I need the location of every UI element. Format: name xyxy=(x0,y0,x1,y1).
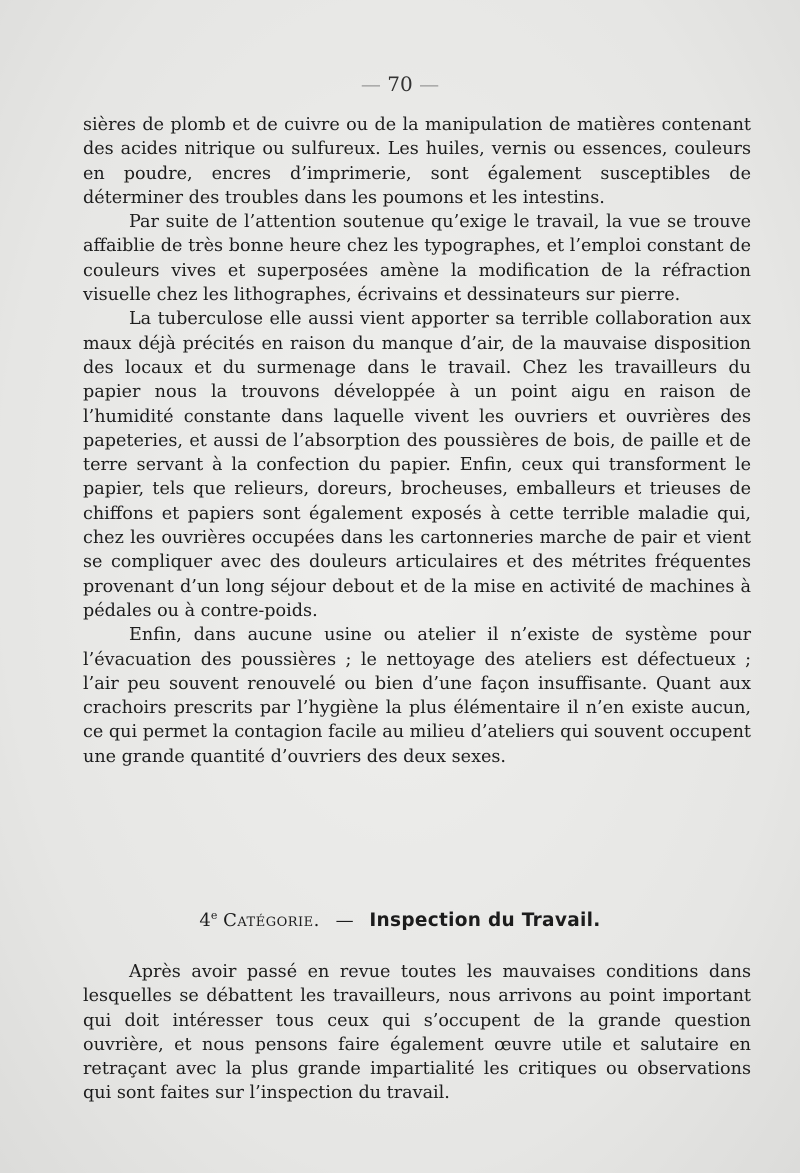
paragraph-inspection-intro: Après avoir passé en revue toutes les mauvaises conditions dans lesquelles se débattent les travailleurs, nous arrivons au point important qui doit intéresser tous ceux qui s’occupent de la grande question ouvrière, et nous pensons faire également œuvre utile et salutaire en retraçant avec la plus grande impartialité les critiques ou observations qui sont faites sur l’inspection du travail. xyxy=(83,962,751,1104)
page-number-value: 70 xyxy=(387,72,413,96)
section-title: Inspection du Travail. xyxy=(369,910,601,931)
page-number-dash-right: — xyxy=(419,72,440,96)
category-ordinal-suffix: e xyxy=(210,909,218,922)
category-label: Catégorie. xyxy=(223,910,320,931)
paragraph-dust-evacuation: Enfin, dans aucune usine ou atelier il n’existe de système pour l’évacuation des poussières ; le nettoyage des ateliers est défectueux ; l’air peu souvent renouvelé ou bien d’une façon insuffisante. Quant aux crachoirs prescrits par l’hygiène la plus élémentaire il n’en existe aucun, ce qui permet la contagion facile au milieu d’ateliers qui souvent occupent une grande quantité d’ouvriers des deux sexes. xyxy=(83,625,751,767)
section-heading xyxy=(0,908,800,934)
section-text-block xyxy=(83,960,751,1106)
page-number xyxy=(0,72,800,96)
main-text-block xyxy=(83,113,751,769)
paragraph-vision: Par suite de l’attention soutenue qu’exige le travail, la vue se trouve affaiblie de très bonne heure chez les typographes, et l’emploi constant de couleurs vives et superposées amène la modification de la réfraction visuelle chez les lithographes, écrivains et dessinateurs sur pierre. xyxy=(83,212,751,306)
page-number-dash-left: — xyxy=(360,72,381,96)
paragraph-tuberculosis: La tuberculose elle aussi vient apporter sa terrible collaboration aux maux déjà précités en raison du manque d’air, de la mauvaise disposition des locaux et du surmenage dans le travail. Chez les travailleurs du papier nous la trouvons développée à un point aigu en raison de l’humidité constante dans laquelle vivent les ouvriers et ouvrières des papeteries, et aussi de l’absorption des poussières de bois, de paille et de terre servant à la confection du papier. Enfin, ceux qui transforment le papier, tels que relieurs, doreurs, brocheuses, emballeurs et trieuses de chiffons et papiers sont également exposés à cette terrible maladie qui, chez les ouvrières occupées dans les cartonneries marche de pair et vient se compliquer avec des douleurs articulaires et des métrites fréquentes provenant d’un long séjour debout et de la mise en activité de machines à pédales ou à contre-poids. xyxy=(83,309,751,621)
category-number: 4e xyxy=(199,909,218,931)
heading-dash: — xyxy=(335,910,354,931)
paragraph-continuation: sières de plomb et de cuivre ou de la manipulation de matières contenant des acides nitrique ou sulfureux. Les huiles, vernis ou essences, couleurs en poudre, encres d’imprimerie, sont également susceptibles de déterminer des troubles dans les poumons et les intestins. xyxy=(83,115,751,208)
